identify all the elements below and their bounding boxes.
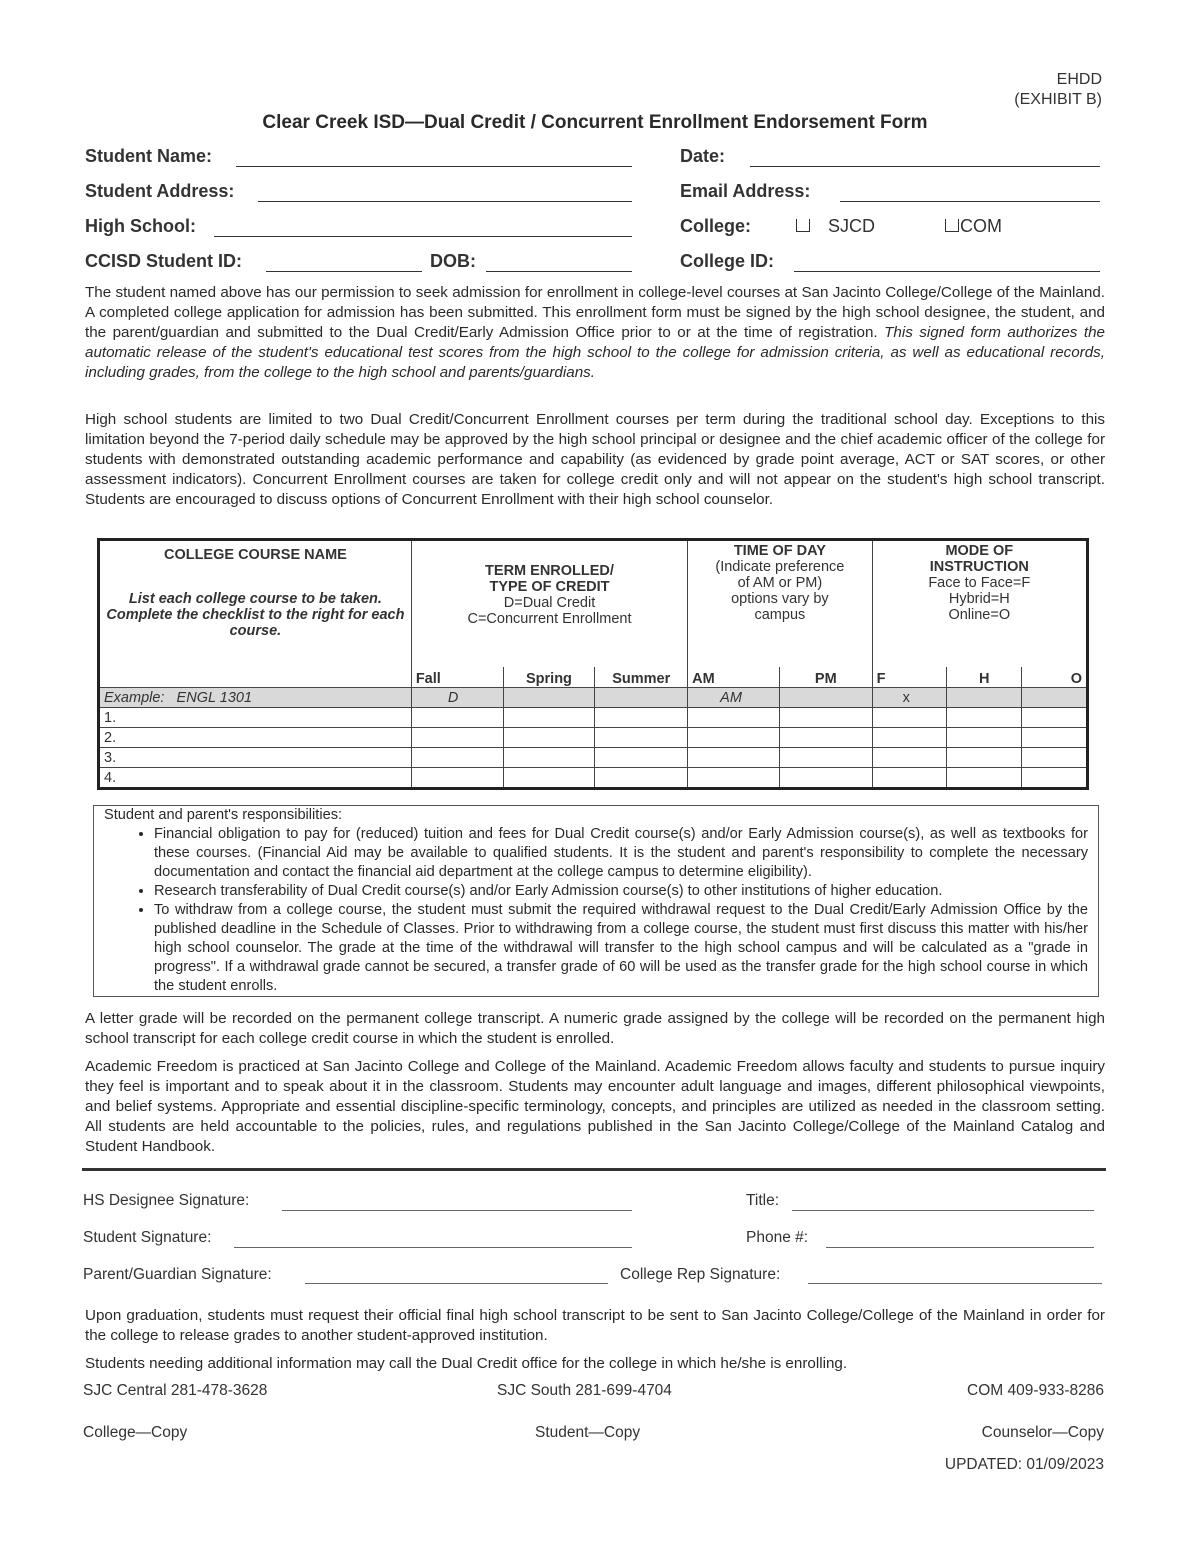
- email-field[interactable]: [840, 201, 1100, 202]
- summer-cell[interactable]: [595, 728, 688, 748]
- o-cell[interactable]: [1022, 728, 1088, 748]
- h-header: H: [947, 667, 1022, 688]
- term-d-note: D=Dual Credit: [503, 595, 596, 611]
- example-fall: D: [411, 688, 503, 708]
- summer-cell[interactable]: [595, 768, 688, 789]
- table-row[interactable]: [99, 728, 1088, 748]
- student-address-field[interactable]: [258, 201, 632, 202]
- list-item: • Research transferability of Dual Credit course(s) and/or Early Admission course(s) to other institutions of higher education.: [154, 882, 1098, 901]
- o-cell[interactable]: [1022, 748, 1088, 768]
- hs-designee-label: HS Designee Signature:: [83, 1192, 250, 1209]
- f-cell[interactable]: [872, 748, 947, 768]
- dob-field[interactable]: [486, 271, 632, 272]
- title-label: Title:: [746, 1192, 780, 1209]
- college-sjcd-label: SJCD: [828, 216, 876, 236]
- spring-cell[interactable]: [503, 748, 595, 768]
- mode-f-note: Face to Face=F: [928, 575, 1031, 591]
- example-course: ENGL 1301: [176, 689, 253, 706]
- ccisd-id-field[interactable]: [266, 271, 422, 272]
- spring-header: Spring: [503, 667, 595, 688]
- term-title: TERM ENROLLED/: [485, 563, 614, 579]
- parent-signature-field[interactable]: [305, 1283, 608, 1284]
- graduation-paragraph: Upon graduation, students must request their official final high school transcript to be sent to San Jacinto College/College of the Mainland in order for the college to release grades to another student-approved institution.: [85, 1307, 1105, 1344]
- course-name-cell[interactable]: 2.: [99, 728, 412, 748]
- date-field[interactable]: [750, 166, 1100, 167]
- h-cell[interactable]: [947, 768, 1022, 789]
- pm-cell[interactable]: [779, 708, 872, 728]
- pm-cell[interactable]: [779, 768, 872, 789]
- course-name-header: [99, 540, 412, 668]
- am-cell[interactable]: [688, 748, 780, 768]
- mode-header: [872, 540, 1087, 668]
- form-title: Clear Creek ISD—Dual Credit / Concurrent Enrollment Endorsement Form: [262, 112, 928, 133]
- college-rep-signature-field[interactable]: [808, 1283, 1102, 1284]
- phone-label: Phone #:: [746, 1229, 809, 1246]
- course-name-note2: Complete the checklist to the right for each course.: [106, 607, 405, 639]
- permission-text: The student named above has our permission to seek admission for enrollment in college-level courses at San Jacinto College/College of the Mainland. A completed college application for admission has been submitted. This enrollment form must be signed by the high school designee, the student, and the parent/guardian and submitted to the Dual Credit/Early Admission Office prior to or at the time of registration.: [85, 284, 1105, 341]
- table-row[interactable]: [99, 748, 1088, 768]
- pm-cell[interactable]: [779, 748, 872, 768]
- course-table: [97, 538, 1089, 790]
- college-com-checkbox[interactable]: [945, 219, 959, 232]
- college-sjcd-checkbox[interactable]: [796, 219, 810, 232]
- am-cell[interactable]: [688, 728, 780, 748]
- email-label: Email Address:: [680, 181, 811, 201]
- counselor-copy-label: Counselor—Copy: [981, 1424, 1104, 1441]
- course-name-cell[interactable]: 1.: [99, 708, 412, 728]
- spring-cell[interactable]: [503, 768, 595, 789]
- pm-cell[interactable]: [779, 728, 872, 748]
- phone-field[interactable]: [826, 1247, 1094, 1248]
- f-cell[interactable]: [872, 708, 947, 728]
- ccisd-id-label: CCISD Student ID:: [85, 251, 242, 271]
- college-rep-label: College Rep Signature:: [620, 1266, 781, 1283]
- academic-freedom-paragraph: Academic Freedom is practiced at San Jacinto College and College of the Mainland. Academic Freedom allows faculty and students to pursue inquiry they feel is important and to speak about it in the classroom. Students may encounter adult language and images, different philosophical viewpoints, and belief systems. Appropriate and essential discipline-specific terminology, concepts, and principles are utilized as needed in the classroom setting. All students are held accountable to the policies, rules, and regulations published in the San Jacinto College/College of the Mainland Catalog and Student Handbook.: [85, 1058, 1105, 1155]
- course-name-cell[interactable]: 3.: [99, 748, 412, 768]
- time-note4: campus: [754, 607, 806, 623]
- summer-header: Summer: [595, 667, 688, 688]
- authorization-text: This signed form authorizes the automatic release of the student's educational test scores from the high school to the college for admission criteria, as well as educational records, including grades, from the college to the high school and parents/guardians.: [85, 324, 1105, 381]
- student-address-label: Student Address:: [85, 181, 235, 201]
- updated-date: UPDATED: 01/09/2023: [944, 1456, 1104, 1473]
- term-header: [411, 540, 687, 668]
- contact-com: COM 409-933-8286: [967, 1382, 1104, 1399]
- college-com-label: COM: [960, 216, 1002, 236]
- course-name-note: List each college course to be taken.: [128, 591, 382, 607]
- example-o: [1022, 688, 1088, 708]
- h-cell[interactable]: [947, 748, 1022, 768]
- example-summer: [595, 688, 688, 708]
- student-signature-field[interactable]: [234, 1247, 632, 1248]
- contact-sjc-south: SJC South 281-699-4704: [497, 1382, 672, 1399]
- spring-cell[interactable]: [503, 708, 595, 728]
- responsibilities-box: [93, 805, 1099, 997]
- fall-cell[interactable]: [411, 768, 503, 789]
- summer-cell[interactable]: [595, 748, 688, 768]
- responsibilities-title: Student and parent's responsibilities:: [104, 807, 343, 823]
- student-name-field[interactable]: [236, 166, 632, 167]
- course-name-cell[interactable]: 4.: [99, 768, 412, 789]
- example-am: AM: [688, 688, 780, 708]
- example-h: [947, 688, 1022, 708]
- section-divider: [82, 1168, 1106, 1171]
- time-header: [688, 540, 872, 668]
- list-item: • To withdraw from a college course, the student must submit the required withdrawal request to the Dual Credit/Early Admission Office by the published deadline in the Schedule of Classes. Prior to withdrawing from a college course, the student must first discuss this matter with his/her high school counselor. The grade at the time of the withdrawal will transfer to the high school campus and will be calculated as a "grade in progress". If a withdrawal grade cannot be secured, a transfer grade of 60 will be used as the transfer grade for the high school course in which the student enrolls.: [154, 901, 1098, 996]
- parent-signature-label: Parent/Guardian Signature:: [83, 1266, 272, 1283]
- example-f: x: [872, 688, 947, 708]
- high-school-field[interactable]: [214, 236, 632, 237]
- hs-designee-signature-field[interactable]: [282, 1210, 632, 1211]
- fall-cell[interactable]: [411, 748, 503, 768]
- student-signature-label: Student Signature:: [83, 1229, 212, 1246]
- student-copy-label: Student—Copy: [535, 1424, 641, 1441]
- dob-label: DOB:: [430, 251, 476, 271]
- example-course-cell: [99, 688, 412, 708]
- fall-header: Fall: [411, 667, 503, 688]
- term-c-note: C=Concurrent Enrollment: [467, 611, 632, 627]
- am-cell[interactable]: [688, 768, 780, 789]
- college-id-label: College ID:: [680, 251, 775, 271]
- o-cell[interactable]: [1022, 708, 1088, 728]
- summer-cell[interactable]: [595, 708, 688, 728]
- exhibit-label: (EXHIBIT B): [1014, 91, 1102, 108]
- mode-title: MODE OF: [945, 543, 1014, 559]
- am-cell[interactable]: [688, 708, 780, 728]
- pm-header: PM: [779, 667, 872, 688]
- permission-paragraph: [85, 283, 1105, 383]
- example-spring: [503, 688, 595, 708]
- term-title2: TYPE OF CREDIT: [489, 579, 610, 595]
- f-header: F: [872, 667, 947, 688]
- am-header: AM: [688, 667, 780, 688]
- o-header: O: [1022, 667, 1088, 688]
- f-cell[interactable]: [872, 768, 947, 789]
- o-cell[interactable]: [1022, 768, 1088, 789]
- table-row[interactable]: [99, 768, 1088, 789]
- date-label: Date:: [680, 146, 726, 166]
- h-cell[interactable]: [947, 728, 1022, 748]
- f-cell[interactable]: [872, 728, 947, 748]
- contact-sjc-central: SJC Central 281-478-3628: [83, 1382, 268, 1399]
- high-school-label: High School:: [85, 216, 196, 236]
- college-id-field[interactable]: [794, 271, 1100, 272]
- limit-paragraph: High school students are limited to two Dual Credit/Concurrent Enrollment courses per term during the traditional school day. Exceptions to this limitation beyond the 7-period daily schedule may be approved by the high school principal or designee and the chief academic officer of the college for students with demonstrated outstanding academic performance and capability (as evidenced by grade point average, ACT or SAT scores, or other assessment indicators). Concurrent Enrollment courses are taken for college credit only and will not appear on the student's high school transcript. Students are encouraged to discuss options of Concurrent Enrollment with their high school counselor.: [85, 411, 1105, 508]
- mode-h-note: Hybrid=H: [948, 591, 1010, 607]
- time-title: TIME OF DAY: [733, 543, 826, 559]
- example-row: [99, 688, 1088, 708]
- form-code: EHDD: [1056, 71, 1102, 88]
- course-name-title: COLLEGE COURSE NAME: [163, 547, 347, 563]
- grade-paragraph: A letter grade will be recorded on the permanent college transcript. A numeric grade assigned by the college will be recorded on the permanent high school transcript for each college credit course in which the student is enrolled.: [85, 1010, 1105, 1047]
- spring-cell[interactable]: [503, 728, 595, 748]
- student-name-label: Student Name:: [85, 146, 213, 166]
- table-row[interactable]: [99, 708, 1088, 728]
- college-label: College:: [680, 216, 752, 236]
- time-note: (Indicate preference: [715, 559, 845, 575]
- time-note3: options vary by: [731, 591, 829, 607]
- time-note2: of AM or PM): [737, 575, 823, 591]
- h-cell[interactable]: [947, 708, 1022, 728]
- title-field[interactable]: [792, 1210, 1094, 1211]
- college-copy-label: College—Copy: [83, 1424, 188, 1441]
- example-pm: [779, 688, 872, 708]
- contact-paragraph: Students needing additional information may call the Dual Credit office for the college in which he/she is enrolling.: [85, 1355, 848, 1372]
- mode-o-note: Online=O: [948, 607, 1011, 623]
- fall-cell[interactable]: [411, 728, 503, 748]
- responsibilities-list: [94, 825, 1098, 996]
- list-item: • Financial obligation to pay for (reduced) tuition and fees for Dual Credit course(s) and/or Early Admission course(s), as well as textbooks for these courses. (Financial Aid may be available to qualified students. It is the student and parent's responsibility to complete the necessary documentation and contact the financial aid department at the college campus to determine eligibility).: [154, 825, 1098, 882]
- mode-title2: INSTRUCTION: [929, 559, 1029, 575]
- fall-cell[interactable]: [411, 708, 503, 728]
- course-name-subheader: [99, 667, 412, 688]
- example-label: Example:: [104, 689, 165, 706]
